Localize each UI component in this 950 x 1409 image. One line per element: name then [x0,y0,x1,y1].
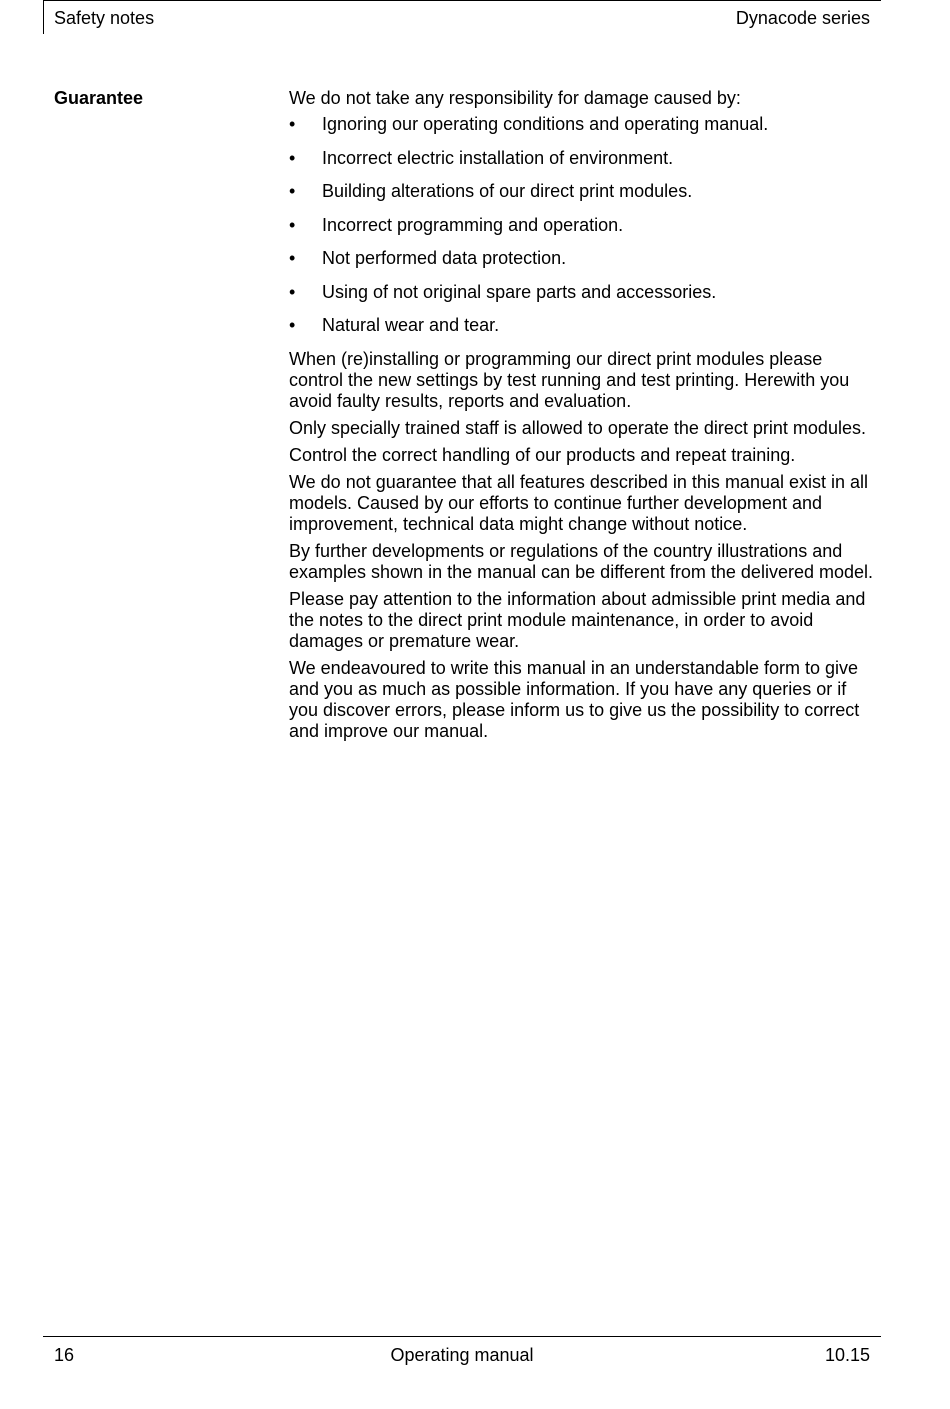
header-section-title: Safety notes [54,8,155,28]
list-item [289,148,879,169]
bullet-icon: • [289,114,296,134]
list-item [289,181,879,202]
list-item-text: Building alterations of our direct print modules. [322,181,693,201]
paragraph-features: We do not guarantee that all features described in this manual exist in all models. Caused by our efforts to continue further development and improvement, technical data might change without notice. [289,471,869,534]
bullet-icon: • [289,281,296,302]
list-item-text: Not performed data protection. [322,248,567,268]
footer-document-title: Operating manual [390,1345,534,1365]
guarantee-intro: We do not take any responsibility for damage caused by: [289,88,741,108]
guarantee-content [289,88,879,748]
list-item [289,315,879,336]
bullet-icon: • [289,214,296,235]
bullet-icon: • [289,248,296,268]
bullet-icon: • [289,181,296,201]
list-item [289,114,879,135]
paragraph-installation: When (re)installing or programming our direct print modules please control the new settings by test running and test printing. Herewith you avoid faulty results, reports and evaluation. [289,348,850,411]
list-item-text: Ignoring our operating conditions and operating manual. [322,114,769,134]
list-item-text: Using of not original spare parts and accessories. [322,281,717,302]
paragraph-print-media: Please pay attention to the information about admissible print media and the notes to the direct print module maintenance, in order to avoid damages or premature wear. [289,588,866,651]
paragraph-feedback: We endeavoured to write this manual in an understandable form to give and you as much as possible information. If you have any queries or if you discover errors, please inform us to give us the possibility to correct and improve our manual. [289,657,860,741]
list-item-text: Incorrect electric installation of environment. [322,147,674,168]
bullet-icon: • [289,315,296,335]
list-item [289,282,879,303]
damage-causes-list [289,114,879,336]
header-product-series: Dynacode series [735,8,870,28]
bullet-icon: • [289,147,296,168]
footer-version: 10.15 [824,1345,870,1365]
paragraph-handling: Control the correct handling of our products and repeat training. [289,444,796,465]
section-heading-guarantee: Guarantee [54,88,144,108]
paragraph-trained-staff: Only specially trained staff is allowed to operate the direct print modules. [289,417,866,438]
list-item-text: Natural wear and tear. [322,315,500,335]
page-number: 16 [54,1345,75,1365]
paragraph-developments: By further developments or regulations of the country illustrations and examples shown in the manual can be different from the delivered model. [289,540,873,582]
list-item [289,215,879,236]
list-item-text: Incorrect programming and operation. [322,214,624,235]
footer-divider [43,1336,881,1337]
list-item [289,248,879,269]
